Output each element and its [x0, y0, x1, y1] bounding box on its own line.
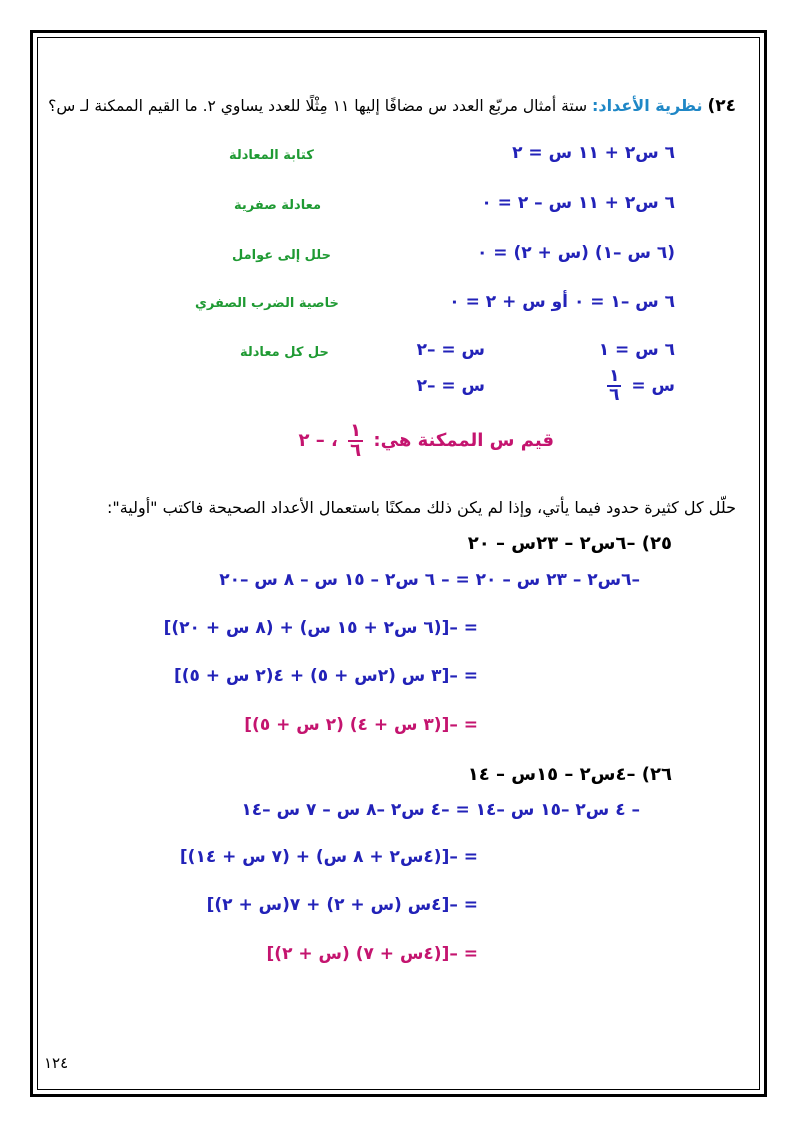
question-26-line-2: = –[(٤س٢ + ٨ س) + (٧ س + ١٤)] — [179, 847, 478, 867]
step-5-label: حل كل معادلة — [240, 345, 329, 360]
question-25-line-2: = –[(٦ س٢ + ١٥ س) + (٨ س + ٢٠)] — [163, 618, 478, 638]
fraction-one-sixth: $\frac{١}{٦}$ — [609, 366, 620, 405]
answer-24-rest: ، – ٢ — [298, 430, 338, 451]
step-3-label: حلل إلى عوامل — [232, 248, 331, 263]
question-24-statement — [48, 96, 736, 116]
page-number: ١٢٤ — [44, 1054, 69, 1072]
question-24-heading: نظرية الأعداد: — [592, 96, 703, 115]
step-3-work: (٦ س –١) (س + ٢) = ٠ — [477, 243, 675, 263]
question-26-line-3: = –[٤س (س + ٢) + ٧(س + ٢)] — [206, 895, 478, 915]
step-1-work: ٦ س٢ + ١١ س = ٢ — [512, 143, 675, 163]
question-26-problem: ٢٦) –٤س٢ – ١٥س – ١٤ — [467, 764, 672, 785]
answer-24-text: قيم س الممكنة هي: — [373, 430, 554, 451]
question-25-final: = –[(٣ س + ٤) (٢ س + ٥)] — [244, 715, 478, 735]
fraction-line-lhs: س = — [631, 376, 675, 396]
step-4-label: خاصية الضرب الصفري — [195, 296, 339, 311]
question-25-problem: ٢٥) –٦س٢ – ٢٣س – ٢٠ — [467, 533, 672, 554]
step-1-label: كتابة المعادلة — [229, 148, 314, 163]
question-25-line-3: = –[٣ س (٢س + ٥) + ٤(٢ س + ٥)] — [173, 666, 478, 686]
step-5-work-2: س = –٢ — [416, 340, 485, 360]
question-26-line-1: – ٤ س٢ –١٥ س –١٤ = –٤ س٢ –٨ س – ٧ س –١٤ — [241, 800, 640, 820]
answer-24-fraction: $\frac{١}{٦}$ — [350, 420, 362, 461]
step-2-label: معادلة صفرية — [234, 198, 322, 213]
fraction-line — [603, 368, 675, 404]
fraction-line-rhs: س = –٢ — [416, 376, 485, 396]
question-25-line-1: –٦س٢ – ٢٣ س – ٢٠ = – ٦ س٢ – ١٥ س – ٨ س –٢٠ — [219, 570, 640, 590]
step-5-work: ٦ س = ١ — [598, 340, 675, 360]
instruction: حلّل كل كثيرة حدود فيما يأتي، وإذا لم يكن ذلك ممكنًا باستعمال الأعداد الصحيحة فاكتب "أولية": — [106, 498, 736, 517]
question-24-text: ستة أمثال مربّع العدد س مضافًا إليها ١١ مِثْلًا للعدد يساوي ٢. ما القيم الممكنة لـ س؟ — [48, 97, 588, 115]
question-26-final: = –[(٤س + ٧) (س + ٢)] — [266, 944, 478, 964]
step-4-work: ٦ س –١ = ٠ أو س + ٢ = ٠ — [449, 292, 675, 312]
question-24-number: ٢٤) — [707, 96, 736, 116]
step-2-work: ٦ س٢ + ١١ س – ٢ = ٠ — [481, 193, 675, 213]
answer-24 — [298, 422, 554, 460]
